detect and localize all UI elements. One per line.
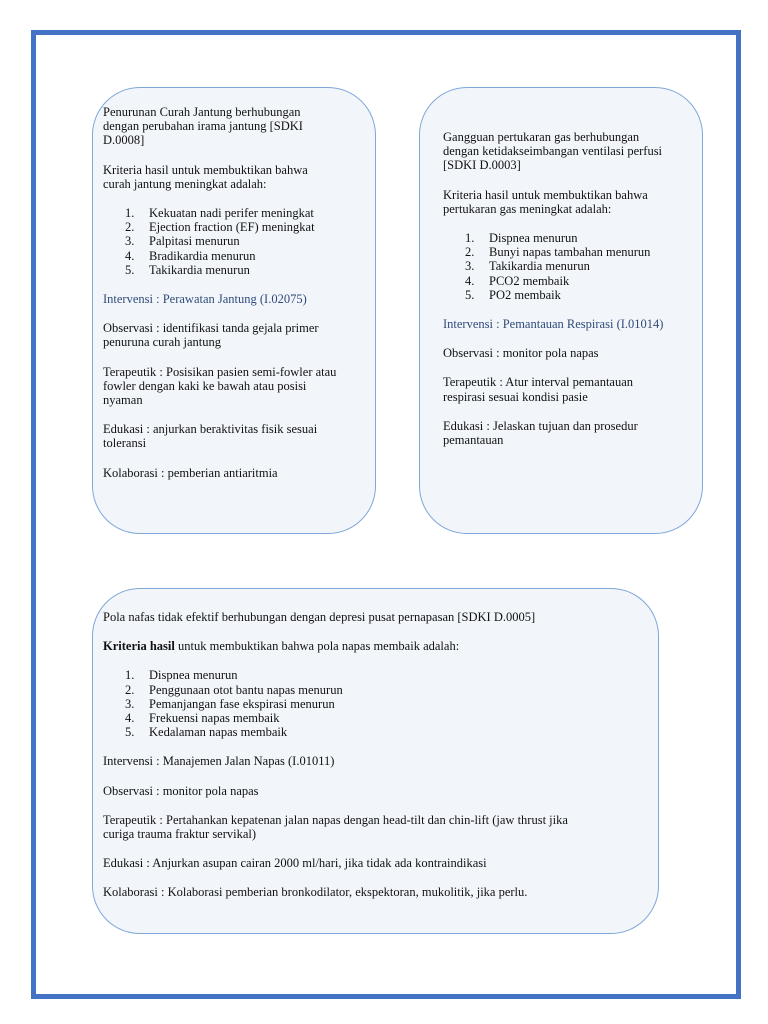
- list-number: 2.: [465, 245, 475, 260]
- card2-criteria-intro: Kriteria hasil untuk membuktikan bahwa pertukaran gas meningkat adalah:: [443, 187, 648, 216]
- list-number: 3.: [125, 234, 135, 249]
- list-item: 2. Ejection fraction (EF) meningkat: [125, 220, 315, 235]
- list-number: 5.: [125, 262, 135, 277]
- list-number: 3.: [465, 259, 475, 274]
- card-decreased-cardiac-output: [92, 87, 376, 534]
- list-item: 3. Palpitasi menurun: [125, 234, 240, 249]
- list-number: 4.: [125, 248, 135, 263]
- card3-criteria-list: [103, 668, 658, 739]
- card3-observation: Observasi : monitor pola napas: [103, 783, 259, 798]
- card2-title: Gangguan pertukaran gas berhubungan dengan ketidakseimbangan ventilasi perfusi [SDKI D.0003]: [443, 130, 663, 173]
- list-number: 5.: [465, 287, 475, 302]
- list-item: 5. Takikardia menurun: [125, 262, 250, 277]
- list-item: 3. Pemanjangan fase ekspirasi menurun: [125, 696, 335, 711]
- list-item: 1. Kekuatan nadi perifer meningkat: [125, 206, 314, 221]
- card1-criteria-intro: Kriteria hasil untuk membuktikan bahwa curah jantung meningkat adalah:: [103, 162, 308, 191]
- list-number: 2.: [125, 682, 135, 697]
- list-item: 2. Penggunaan otot bantu napas menurun: [125, 682, 343, 697]
- list-item: 1. Dispnea menurun: [125, 668, 238, 683]
- card2-therapeutic: Terapeutik : Atur interval pemantauan respirasi sesuai kondisi pasie: [443, 375, 634, 404]
- list-number: 1.: [125, 668, 135, 683]
- card1-intervention: Intervensi : Perawatan Jantung (I.02075): [103, 292, 307, 307]
- card-impaired-gas-exchange: [419, 87, 703, 534]
- card2-education: Edukasi : Jelaskan tujuan dan prosedur pemantauan: [443, 418, 638, 448]
- card1-observation: Observasi : identifikasi tanda gejala primer penuruna curah jantung: [103, 321, 319, 350]
- card3-therapeutic: Terapeutik : Pertahankan kepatenan jalan napas dengan head-tilt dan chin-lift (jaw thrust jika curiga trauma fraktur servikal): [103, 812, 568, 842]
- card3-collaboration: Kolaborasi : Kolaborasi pemberian bronkodilator, ekspektoran, mukolitik, jika perlu.: [103, 885, 528, 900]
- list-item: 1. Dispnea menurun: [465, 231, 578, 246]
- card3-title: Pola nafas tidak efektif berhubungan dengan depresi pusat pernapasan [SDKI D.0005]: [103, 610, 536, 624]
- card2-criteria-list: [443, 231, 702, 302]
- list-number: 5.: [125, 725, 135, 740]
- criteria-bold-label: Kriteria hasil: [103, 639, 175, 654]
- list-number: 3.: [125, 696, 135, 711]
- card1-criteria-list: [103, 206, 375, 277]
- card2-intervention: Intervensi : Pemantauan Respirasi (I.01014): [443, 317, 664, 332]
- list-item: 2. Bunyi napas tambahan menurun: [465, 245, 651, 260]
- list-number: 1.: [125, 206, 135, 221]
- card1-title: Penurunan Curah Jantung berhubungan dengan perubahan irama jantung [SDKI D.0008]: [103, 105, 303, 148]
- list-item: 4. Bradikardia menurun: [125, 248, 256, 263]
- list-item: 5. Kedalaman napas membaik: [125, 725, 288, 740]
- list-number: 1.: [465, 231, 475, 246]
- card1-collaboration: Kolaborasi : pemberian antiaritmia: [103, 465, 278, 480]
- card1-education: Edukasi : anjurkan beraktivitas fisik sesuai toleransi: [103, 422, 318, 451]
- list-number: 4.: [465, 273, 475, 288]
- card3-intervention: Intervensi : Manajemen Jalan Napas (I.01011): [103, 754, 335, 769]
- card3-education: Edukasi : Anjurkan asupan cairan 2000 ml/hari, jika tidak ada kontraindikasi: [103, 856, 487, 871]
- card-ineffective-breathing-pattern: [92, 588, 659, 934]
- list-number: 4.: [125, 711, 135, 726]
- criteria-intro-text: untuk membuktikan bahwa pola napas membaik adalah:: [174, 639, 460, 654]
- list-item: 4. PCO2 membaik: [465, 273, 570, 288]
- list-item: 3. Takikardia menurun: [465, 259, 590, 274]
- card1-therapeutic: Terapeutik : Posisikan pasien semi-fowler atau fowler dengan kaki ke bawah atau posisi nyaman: [103, 364, 337, 408]
- list-number: 2.: [125, 220, 135, 235]
- card3-criteria-intro: [103, 639, 658, 653]
- list-item: 4. Frekuensi napas membaik: [125, 711, 280, 726]
- card2-observation: Observasi : monitor pola napas: [443, 346, 599, 361]
- list-item: 5. PO2 membaik: [465, 287, 561, 302]
